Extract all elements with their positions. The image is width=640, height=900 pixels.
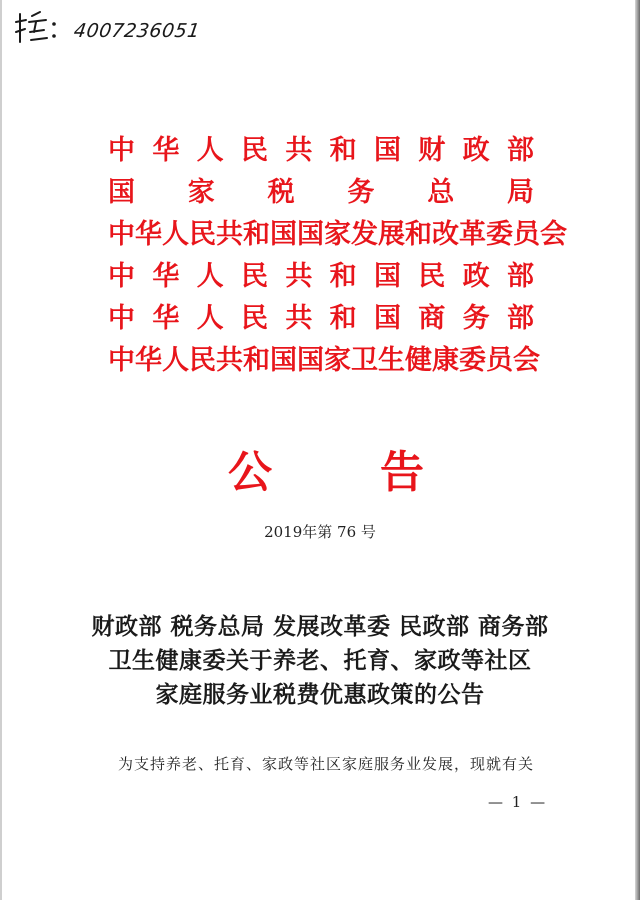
- heading-char: 和: [405, 218, 432, 250]
- heading-char: 民: [240, 302, 268, 334]
- issuer-line: [108, 168, 534, 210]
- handwritten-number: 4007236051: [72, 20, 202, 42]
- heading-char: 委: [486, 218, 513, 250]
- scan-edge-left: [0, 0, 2, 900]
- title-line: 家庭服务业税费优惠政策的公告: [155, 681, 485, 708]
- heading-char: 公: [228, 447, 272, 498]
- heading-char: 华: [135, 218, 162, 250]
- heading-char: 共: [285, 302, 313, 334]
- heading-char: 部: [506, 134, 534, 166]
- heading-char: 健: [405, 344, 432, 376]
- heading-char: 共: [285, 260, 313, 292]
- heading-char: 康: [432, 344, 459, 376]
- handwritten-label-glyph: [14, 8, 62, 48]
- heading-char: 家: [187, 176, 215, 208]
- page-number: — 1 —: [488, 793, 548, 811]
- heading-char: 人: [196, 260, 224, 292]
- heading-char: 商: [418, 302, 446, 334]
- heading-char: 和: [243, 344, 270, 376]
- heading-char: 革: [459, 218, 486, 250]
- heading-char: 国: [297, 344, 324, 376]
- title-line: 财政部 税务总局 发展改革委 民政部 商务部: [91, 613, 549, 640]
- issuer-line: [108, 336, 540, 378]
- heading-char: 务: [347, 176, 375, 208]
- heading-char: 部: [506, 260, 534, 292]
- heading-char: 改: [432, 218, 459, 250]
- scan-edge-right: [635, 0, 640, 900]
- heading-char: 中: [108, 344, 135, 376]
- issuing-authorities: [108, 126, 567, 378]
- heading-char: 中: [108, 260, 135, 292]
- heading-char: 和: [243, 218, 270, 250]
- heading-char: 民: [240, 134, 268, 166]
- heading-char: 华: [152, 134, 180, 166]
- heading-char: 华: [152, 260, 180, 292]
- heading-char: 华: [135, 344, 162, 376]
- issuer-line: [108, 252, 534, 294]
- heading-char: 人: [196, 134, 224, 166]
- heading-char: 国: [373, 302, 401, 334]
- handwritten-annotation: [14, 8, 314, 48]
- title-line: 卫生健康委关于养老、托育、家政等社区: [108, 647, 532, 674]
- heading-char: 民: [240, 260, 268, 292]
- document-type-heading: [228, 436, 424, 500]
- heading-char: 生: [378, 344, 405, 376]
- heading-char: 人: [162, 344, 189, 376]
- heading-char: 和: [329, 260, 357, 292]
- heading-char: 家: [324, 344, 351, 376]
- heading-char: 会: [513, 344, 540, 376]
- heading-char: 共: [216, 344, 243, 376]
- heading-char: 国: [373, 260, 401, 292]
- heading-char: 卫: [351, 344, 378, 376]
- heading-char: 共: [216, 218, 243, 250]
- heading-char: 总: [427, 176, 455, 208]
- issuer-line: [108, 294, 534, 336]
- heading-char: 国: [270, 218, 297, 250]
- heading-char: 华: [152, 302, 180, 334]
- heading-char: 政: [462, 134, 490, 166]
- heading-char: 国: [373, 134, 401, 166]
- document-number: 2019年第 76 号: [264, 523, 376, 541]
- heading-char: 会: [540, 218, 567, 250]
- heading-char: 民: [189, 344, 216, 376]
- heading-char: 中: [108, 218, 135, 250]
- heading-char: 展: [378, 218, 405, 250]
- heading-char: 国: [108, 176, 135, 208]
- body-paragraph: 为支持养老、托育、家政等社区家庭服务业发展，现就有关: [118, 755, 535, 773]
- heading-char: 财: [418, 134, 446, 166]
- heading-char: 发: [351, 218, 378, 250]
- heading-char: 员: [486, 344, 513, 376]
- heading-char: 和: [329, 134, 357, 166]
- heading-char: 人: [196, 302, 224, 334]
- heading-char: 员: [513, 218, 540, 250]
- issuer-line: [108, 210, 567, 252]
- heading-char: 委: [459, 344, 486, 376]
- heading-char: 家: [324, 218, 351, 250]
- heading-char: 政: [462, 260, 490, 292]
- heading-char: 人: [162, 218, 189, 250]
- heading-char: 部: [506, 302, 534, 334]
- heading-char: 民: [418, 260, 446, 292]
- heading-char: 中: [108, 134, 135, 166]
- heading-char: 国: [297, 218, 324, 250]
- heading-char: 中: [108, 302, 135, 334]
- heading-char: 民: [189, 218, 216, 250]
- heading-char: 和: [329, 302, 357, 334]
- document-title: [0, 610, 640, 712]
- heading-char: 告: [380, 447, 424, 498]
- heading-char: 税: [267, 176, 295, 208]
- heading-char: 共: [285, 134, 313, 166]
- heading-char: 务: [462, 302, 490, 334]
- heading-char: 局: [506, 176, 534, 208]
- heading-char: 国: [270, 344, 297, 376]
- issuer-line: [108, 126, 534, 168]
